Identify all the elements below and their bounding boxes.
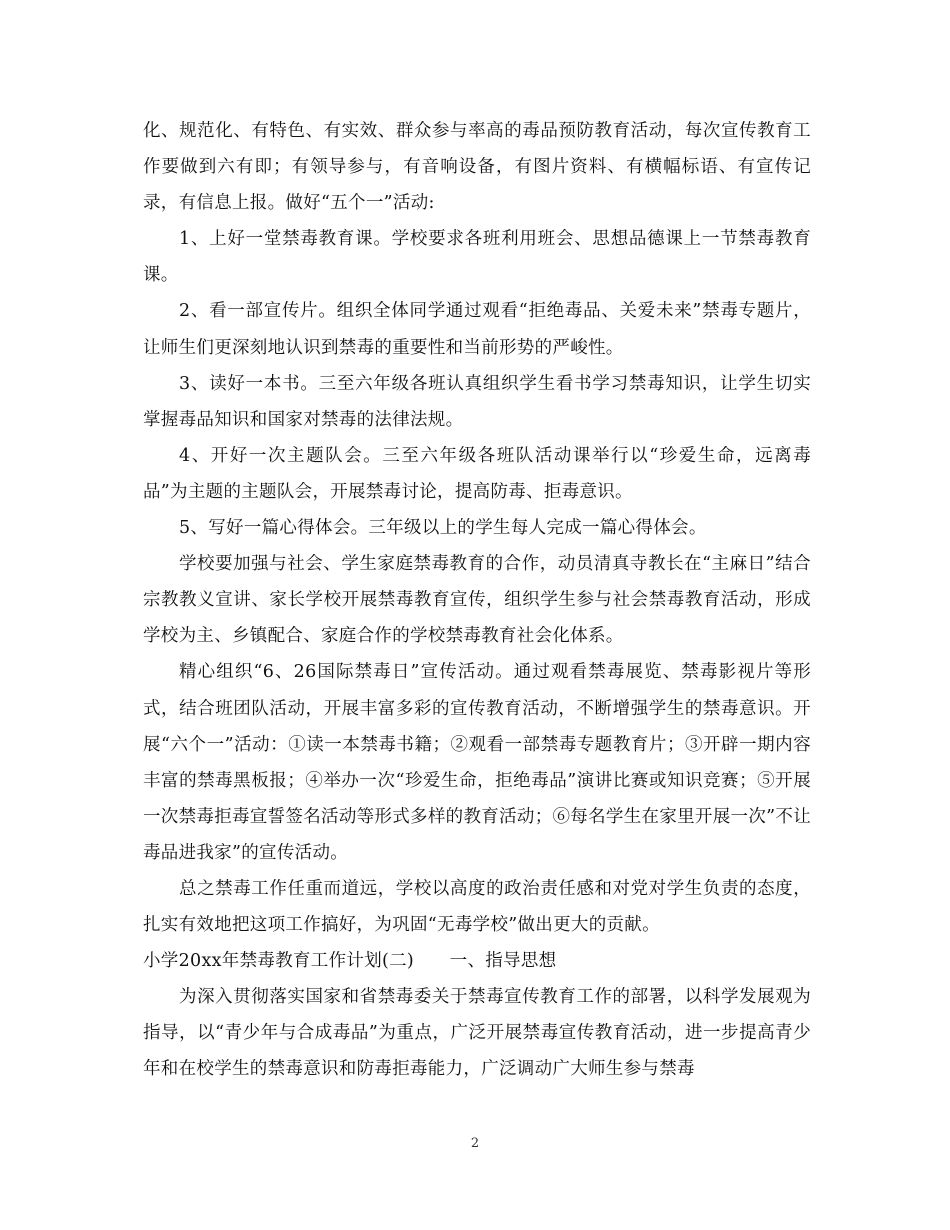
paragraph-continuation: 化、规范化、有特色、有实效、群众参与率高的毒品预防教育活动，每次宣传教育工作要做到六有即；有领导参与，有音响设备，有图片资料、有横幅标语、有宣传记录，有信息上报。做好“五个一”活动: <box>143 121 811 214</box>
paragraph-guiding-ideology: 为深入贯彻落实国家和省禁毒委关于禁毒宣传教育工作的部署，以科学发展观为指导，以“青少年与合成毒品”为重点，广泛开展禁毒宣传教育活动，进一步提高青少年和在校学生的禁毒意识和防毒拒毒能力，广泛调动广大师生参与禁毒 <box>143 987 811 1080</box>
paragraph-item-3-book: 3、读好一本书。三至六年级各班认真组织学生看书学习禁毒知识，让学生切实掌握毒品知识和国家对禁毒的法律法规。 <box>143 373 811 430</box>
paragraph-anti-drug-day: 精心组织“6、26国际禁毒日”宣传活动。通过观看禁毒展览、禁毒影视片等形式，结合班团队活动，开展丰富多彩的宣传教育活动，不断增强学生的禁毒意识。开展“六个一”活动：①读一本禁毒书籍；②观看一部禁毒专题教育片；③开辟一期内容丰富的禁毒黑板报；④举办一次“珍爱生命，拒绝毒品”演讲比赛或知识竞赛；⑤开展一次禁毒拒毒宣誓签名活动等形式多样的教育活动；⑥每名学生在家里开展一次”不让毒品进我家”的宣传活动。 <box>143 662 811 863</box>
page-number: 2 <box>470 1136 480 1151</box>
paragraph-item-2-film: 2、看一部宣传片。组织全体同学通过观看“拒绝毒品、关爱未来”禁毒专题片，让师生们更深刻地认识到禁毒的重要性和当前形势的严峻性。 <box>143 301 811 358</box>
document-body <box>143 113 811 1088</box>
paragraph-cooperation: 学校要加强与社会、学生家庭禁毒教育的合作，动员清真寺教长在“主麻日”结合宗教教义宣讲、家长学校开展禁毒教育宣传，组织学生参与社会禁毒教育活动，形成学校为主、乡镇配合、家庭合作的学校禁毒教育社会化体系。 <box>143 554 811 647</box>
section-heading: 小学20xx年禁毒教育工作计划(二) 一、指导思想 <box>143 951 557 972</box>
paragraph-item-1-lecture: 1、上好一堂禁毒教育课。学校要求各班利用班会、思想品德课上一节禁毒教育课。 <box>143 229 811 286</box>
paragraph-item-4-meeting: 4、开好一次主题队会。三至六年级各班队活动课举行以“珍爱生命，远离毒品”为主题的主题队会，开展禁毒讨论，提高防毒、拒毒意识。 <box>143 445 811 502</box>
paragraph-item-5-essay: 5、写好一篇心得体会。三年级以上的学生每人完成一篇心得体会。 <box>179 518 707 539</box>
paragraph-conclusion: 总之禁毒工作任重而道远，学校以高度的政治责任感和对党对学生负责的态度，扎实有效地把这项工作搞好，为巩固“无毒学校”做出更大的贡献。 <box>143 878 811 936</box>
